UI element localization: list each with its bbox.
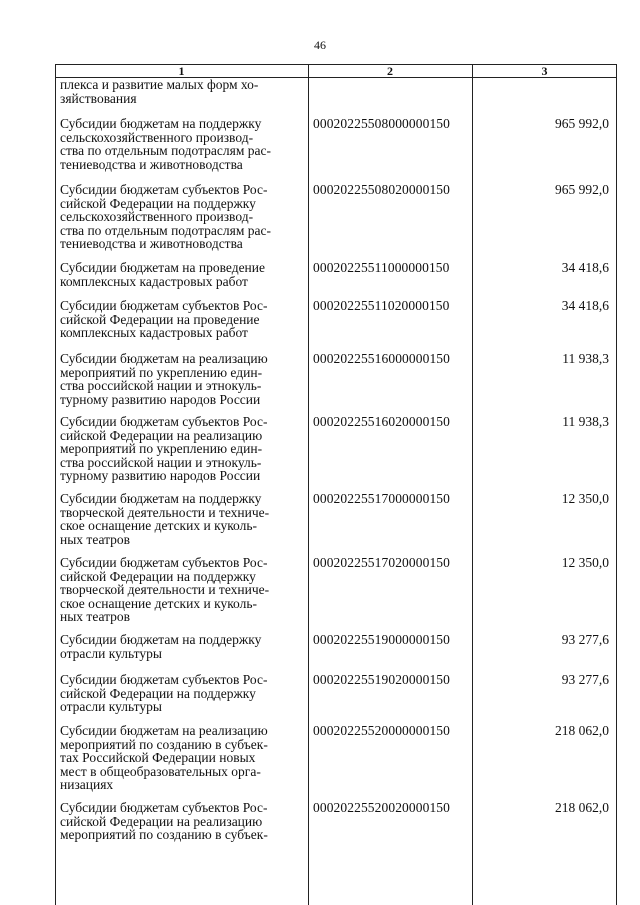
row-code: 00020225520020000150 [313, 800, 450, 815]
row-code: 00020225516000000150 [313, 351, 450, 366]
row-code: 00020225517020000150 [313, 555, 450, 570]
col-border-1 [308, 64, 309, 905]
row-name: Субсидии бюджетам на проведение комплексных кадастровых работ [60, 260, 265, 289]
row-amount: 218 062,0 [555, 800, 609, 815]
col-border-right [616, 64, 617, 905]
row-name: Субсидии бюджетам субъектов Рос- сийской Федерации на реализацию мероприятий по укреплению един- ства российской нации и этнокуль- турному развитию народов России [60, 414, 268, 484]
row-code: 00020225519020000150 [313, 672, 450, 687]
row-amount: 11 938,3 [562, 351, 609, 366]
row-amount: 11 938,3 [562, 414, 609, 429]
row-amount: 34 418,6 [561, 260, 609, 275]
row-code: 00020225508000000150 [313, 116, 450, 131]
row-name: Субсидии бюджетам субъектов Рос- сийской Федерации на поддержку отрасли культуры [60, 672, 268, 715]
row-amount: 93 277,6 [561, 632, 609, 647]
header-col-1: 1 [178, 64, 185, 78]
row-code: 00020225517000000150 [313, 491, 450, 506]
row-name: Субсидии бюджетам на поддержку отрасли культуры [60, 632, 262, 661]
row-code: 00020225520000000150 [313, 723, 450, 738]
row-amount: 965 992,0 [555, 182, 609, 197]
row-amount: 93 277,6 [561, 672, 609, 687]
row-name: Субсидии бюджетам на реализацию мероприятий по созданию в субъек- тах Российской Федерации новых мест в общеобразовательных орга- низациях [60, 723, 268, 793]
row-name: Субсидии бюджетам субъектов Рос- сийской Федерации на проведение комплексных кадастровых работ [60, 298, 268, 341]
row-amount: 218 062,0 [555, 723, 609, 738]
row-amount: 12 350,0 [561, 491, 609, 506]
row-code: 00020225519000000150 [313, 632, 450, 647]
row-name: плекса и развитие малых форм хо- зяйствования [60, 77, 259, 106]
header-col-2: 2 [387, 64, 393, 78]
row-name: Субсидии бюджетам на реализацию мероприятий по укреплению един- ства российской нации и этнокуль- турному развитию народов России [60, 351, 268, 407]
page-number: 46 [314, 38, 326, 52]
row-name: Субсидии бюджетам на поддержку сельскохозяйственного производ- ства по отдельным подотраслям рас- тениеводства и животноводства [60, 116, 271, 172]
row-code: 00020225511000000150 [313, 260, 450, 275]
row-amount: 965 992,0 [555, 116, 609, 131]
col-border-left [55, 64, 56, 905]
row-code: 00020225516020000150 [313, 414, 450, 429]
row-name: Субсидии бюджетам субъектов Рос- сийской Федерации на поддержку творческой деятельности и техниче- ское оснащение детских и куколь- ных театров [60, 555, 270, 625]
header-col-3: 3 [541, 64, 548, 78]
row-amount: 12 350,0 [561, 555, 609, 570]
row-name: Субсидии бюджетам субъектов Рос- сийской Федерации на реализацию мероприятий по созданию в субъек- [60, 800, 268, 843]
row-code: 00020225511020000150 [313, 298, 450, 313]
budget-table [55, 64, 617, 905]
row-code: 00020225508020000150 [313, 182, 450, 197]
row-amount: 34 418,6 [561, 298, 609, 313]
row-name: Субсидии бюджетам на поддержку творческой деятельности и техниче- ское оснащение детских и куколь- ных театров [60, 491, 270, 547]
row-name: Субсидии бюджетам субъектов Рос- сийской Федерации на поддержку сельскохозяйственного производ- ства по отдельным подотраслям рас- тениеводства и животноводства [60, 182, 271, 252]
